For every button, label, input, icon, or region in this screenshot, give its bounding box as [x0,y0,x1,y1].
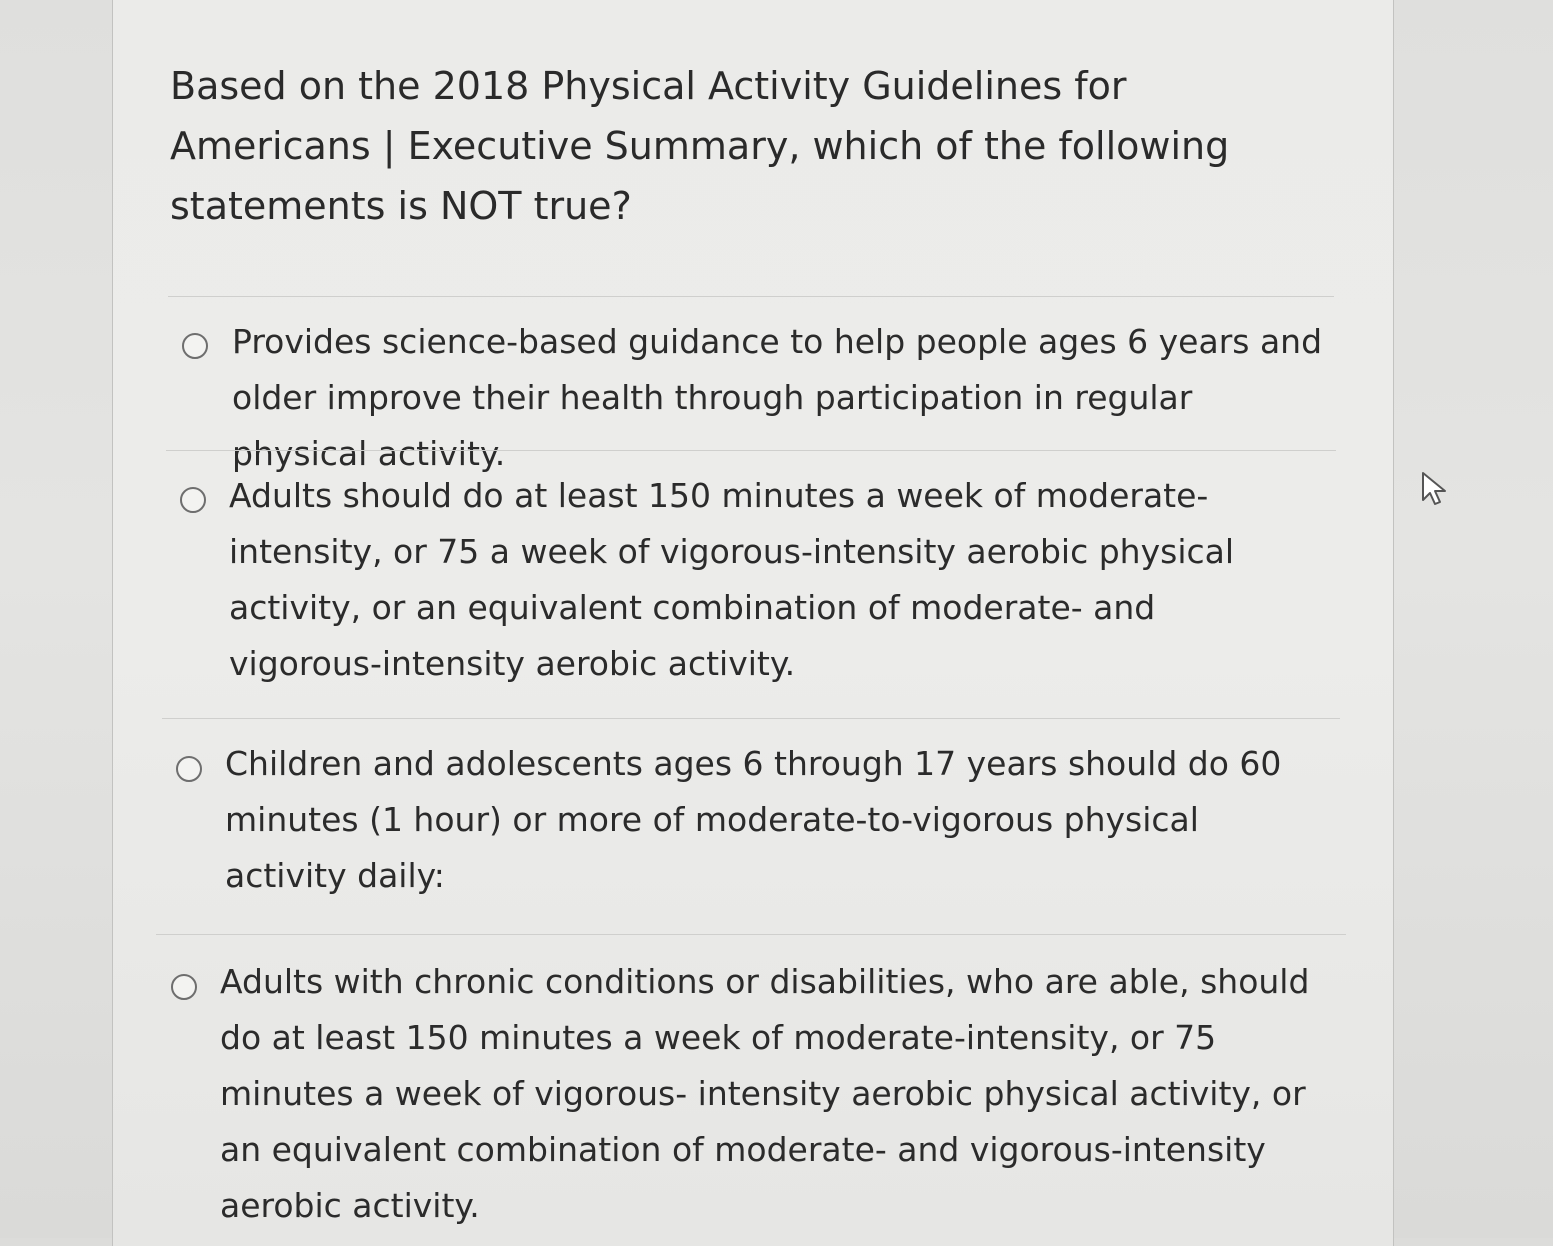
mouse-pointer-icon [1420,470,1456,512]
option-divider [162,718,1340,719]
question-text: Based on the 2018 Physical Activity Guidelines for Americans | Executive Summary, which of the following statements is NOT true? [170,64,1230,228]
radio-button-icon[interactable] [171,974,197,1000]
answer-option-1-label[interactable]: Provides science-based guidance to help people ages 6 years and older improve their health through participation in regular physical activity. [232,322,1323,473]
question-divider [168,296,1334,297]
option-divider [166,450,1336,451]
answer-option-3-label[interactable]: Children and adolescents ages 6 through 17 years should do 60 minutes (1 hour) or more of moderate-to-vigorous physical activity daily: [225,744,1282,895]
radio-button-icon[interactable] [176,756,202,782]
radio-button-icon[interactable] [180,487,206,513]
radio-button-icon[interactable] [182,333,208,359]
answer-option-2-label[interactable]: Adults should do at least 150 minutes a week of moderate-intensity, or 75 a week of vigorous-intensity aerobic physical activity, or an equivalent combination of moderate- and vigorous-intensity aerobic activity. [229,476,1235,683]
answer-option-4-label[interactable]: Adults with chronic conditions or disabilities, who are able, should do at least 150 minutes a week of moderate-intensity, or 75 minutes a week of vigorous- intensity aerobic physical activity, or an equivalent combination of moderate- and vigorous-intensity aerobic activity. [220,962,1310,1225]
option-divider [156,934,1346,935]
